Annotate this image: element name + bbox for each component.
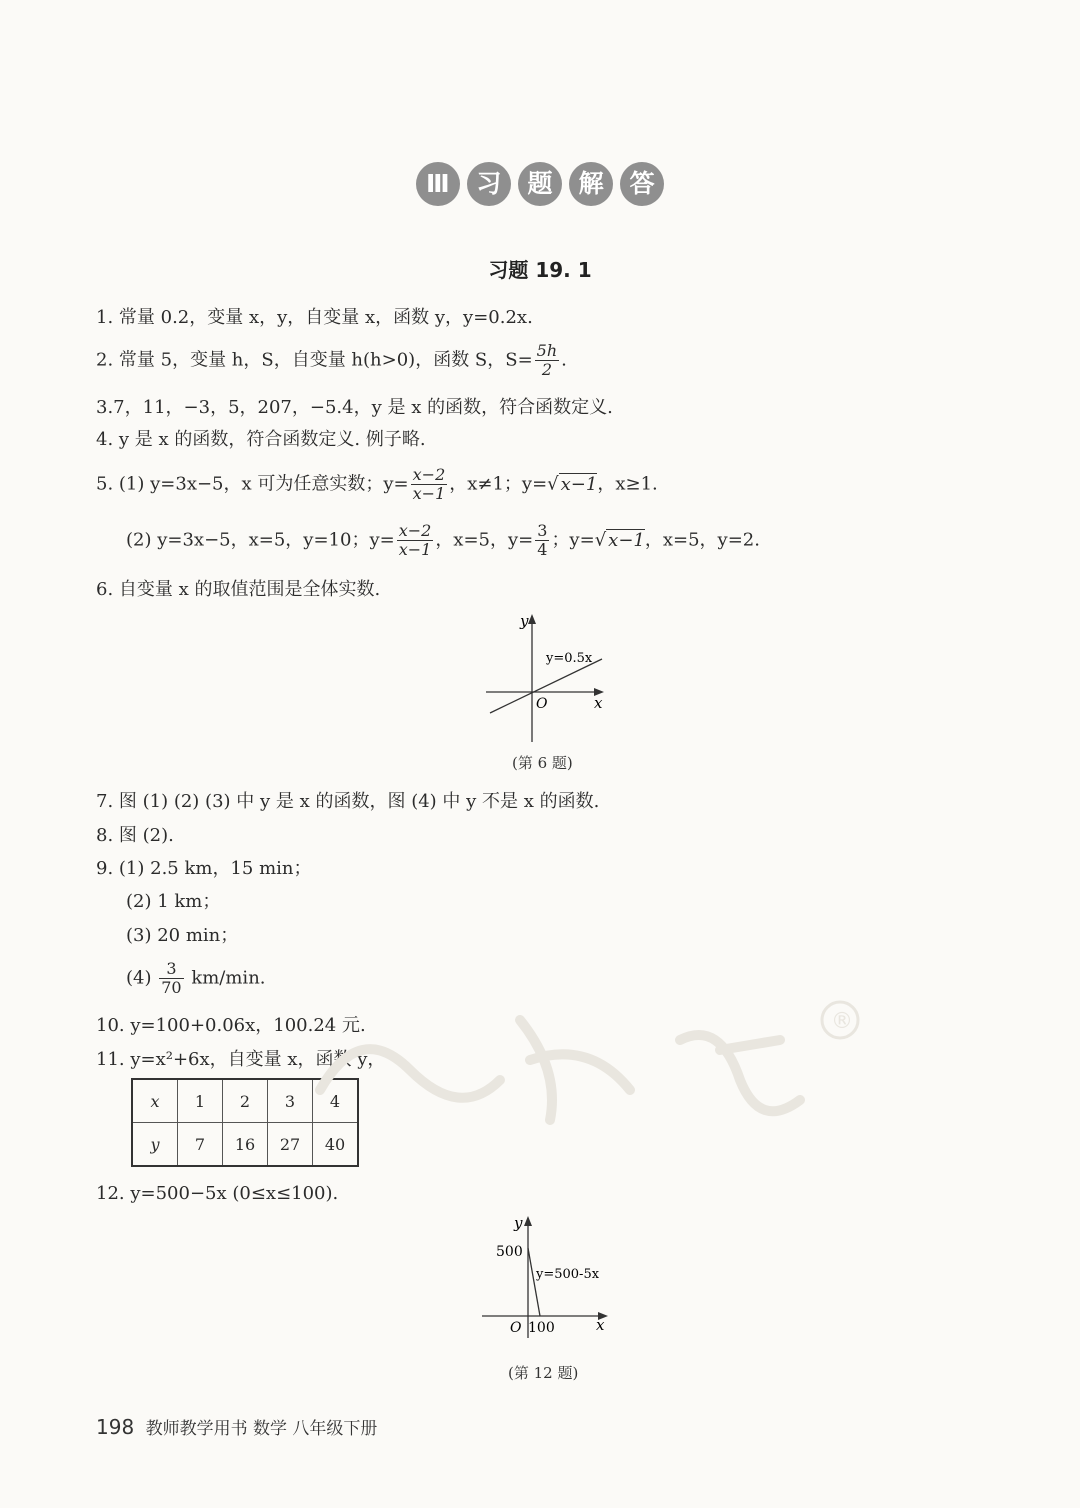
header-char-5: 答 bbox=[620, 162, 664, 206]
table-cell: 27 bbox=[268, 1123, 313, 1167]
table-cell: y bbox=[132, 1123, 178, 1167]
answer-2-end: . bbox=[561, 349, 567, 371]
answer-4: 4. y 是 x 的函数，符合函数定义. 例子略. bbox=[96, 429, 426, 450]
y-axis-label: y bbox=[520, 612, 529, 630]
origin-label: O bbox=[536, 696, 548, 712]
answer-12: 12. y=500−5x (0≤x≤100). bbox=[96, 1183, 339, 1204]
answer-2-fraction bbox=[535, 342, 559, 379]
y-axis-arrow bbox=[528, 614, 536, 624]
header-char-3: 题 bbox=[518, 162, 562, 206]
table-cell: 40 bbox=[313, 1123, 359, 1167]
table-row bbox=[132, 1123, 358, 1167]
answer-5-1-text: 5. (1) y=3x−5，x 可为任意实数；y= bbox=[96, 473, 409, 495]
answer-5-2-mid: ，x=5，y= bbox=[435, 529, 534, 551]
watermark-stroke bbox=[680, 1035, 800, 1111]
sqrt-radicand: x−1 bbox=[608, 529, 645, 551]
fraction-numerator: 3 bbox=[159, 960, 183, 979]
origin-label: O bbox=[510, 1320, 522, 1336]
answer-1: 1. 常量 0.2，变量 x，y，自变量 x，函数 y，y=0.2x. bbox=[96, 307, 533, 328]
answer-7: 7. 图 (1) (2) (3) 中 y 是 x 的函数，图 (4) 中 y 不是 x 的函数. bbox=[96, 791, 600, 812]
caption-q6: (第 6 题) bbox=[512, 754, 573, 772]
answer-9-3: (3) 20 min； bbox=[126, 925, 239, 946]
fraction-denominator: 70 bbox=[161, 978, 182, 997]
answer-6: 6. 自变量 x 的取值范围是全体实数. bbox=[96, 579, 381, 600]
answer-5-2-fraction-2 bbox=[535, 522, 549, 559]
table-cell: 16 bbox=[223, 1123, 268, 1167]
answer-9-2: (2) 1 km； bbox=[126, 891, 221, 912]
page-number: 198 bbox=[96, 1415, 135, 1439]
graph-q6 bbox=[480, 612, 610, 747]
answer-10: 10. y=100+0.06x，100.24 元. bbox=[96, 1015, 366, 1036]
header-char-2: 习 bbox=[467, 162, 511, 206]
line-label: y=0.5x bbox=[546, 651, 593, 666]
answer-5-2-text: (2) y=3x−5，x=5，y=10；y= bbox=[126, 529, 395, 551]
fraction-denominator: x−1 bbox=[412, 484, 446, 503]
answer-2 bbox=[96, 342, 567, 379]
fraction-numerator: x−2 bbox=[412, 465, 446, 484]
table-cell: 4 bbox=[313, 1079, 359, 1123]
header-char-1: Ⅲ bbox=[416, 162, 460, 206]
answer-9-1: 9. (1) 2.5 km，15 min； bbox=[96, 858, 312, 879]
y-axis-label: y bbox=[514, 1214, 523, 1232]
table-cell: 7 bbox=[178, 1123, 223, 1167]
answer-5-2-mid-2: ；y=√ bbox=[551, 529, 607, 551]
table-cell: 3 bbox=[268, 1079, 313, 1123]
answer-11: 11. y=x²+6x，自变量 x，函数 y， bbox=[96, 1049, 386, 1070]
fraction-numerator: 5h bbox=[536, 341, 558, 360]
answer-9-4-unit: km/min. bbox=[191, 967, 266, 989]
fraction-numerator: 3 bbox=[537, 521, 548, 540]
table-cell: 2 bbox=[223, 1079, 268, 1123]
answer-5-2 bbox=[126, 522, 760, 559]
answer-9-4 bbox=[126, 960, 266, 997]
answer-5-1-mid: ，x≠1；y=√ bbox=[449, 473, 559, 495]
fraction-numerator: x−2 bbox=[398, 521, 432, 540]
registered-mark bbox=[822, 1002, 858, 1038]
answer-9-4-fraction bbox=[159, 960, 183, 997]
graph-line bbox=[528, 1248, 540, 1316]
line-label: y=500-5x bbox=[536, 1267, 600, 1282]
table-row bbox=[132, 1079, 358, 1123]
watermark-stroke bbox=[520, 1020, 630, 1120]
answer-3: 3.7，11，−3，5，207，−5.4，y 是 x 的函数，符合函数定义. bbox=[96, 397, 613, 418]
answer-8: 8. 图 (2). bbox=[96, 825, 174, 846]
table-cell: 1 bbox=[178, 1079, 223, 1123]
fraction-denominator: 4 bbox=[537, 540, 548, 559]
answer-5-2-end: ，x=5，y=2. bbox=[644, 529, 760, 551]
y-tick-label: 500 bbox=[496, 1244, 523, 1260]
table-cell: x bbox=[132, 1079, 178, 1123]
answer-5-2-fraction bbox=[397, 522, 434, 559]
caption-q12: (第 12 题) bbox=[508, 1364, 579, 1382]
x-axis-label: x bbox=[596, 1316, 605, 1334]
answer-2-text: 2. 常量 5，变量 h，S，自变量 h(h>0)，函数 S，S= bbox=[96, 349, 533, 371]
page-footer bbox=[96, 1414, 377, 1439]
answer-5-1-fraction bbox=[411, 466, 448, 503]
sqrt-radicand: x−1 bbox=[560, 473, 598, 495]
answer-5-1-end: ，x≥1. bbox=[597, 473, 658, 495]
graph-q12 bbox=[476, 1212, 616, 1342]
header-char-4: 解 bbox=[569, 162, 613, 206]
fraction-denominator: x−1 bbox=[398, 540, 432, 559]
exercise-title: 习题 19. 1 bbox=[488, 258, 592, 282]
y-axis-arrow bbox=[524, 1216, 532, 1226]
x-tick-label: 100 bbox=[528, 1320, 555, 1336]
fraction-denominator: 2 bbox=[541, 360, 552, 379]
registered-symbol: ® bbox=[831, 1009, 853, 1034]
values-table bbox=[131, 1078, 359, 1167]
book-title: 教师教学用书 数学 八年级下册 bbox=[145, 1419, 378, 1439]
x-axis-label: x bbox=[594, 694, 603, 712]
answer-5-1 bbox=[96, 466, 658, 503]
answer-9-4-text: (4) bbox=[126, 967, 152, 989]
section-header bbox=[0, 162, 1080, 206]
